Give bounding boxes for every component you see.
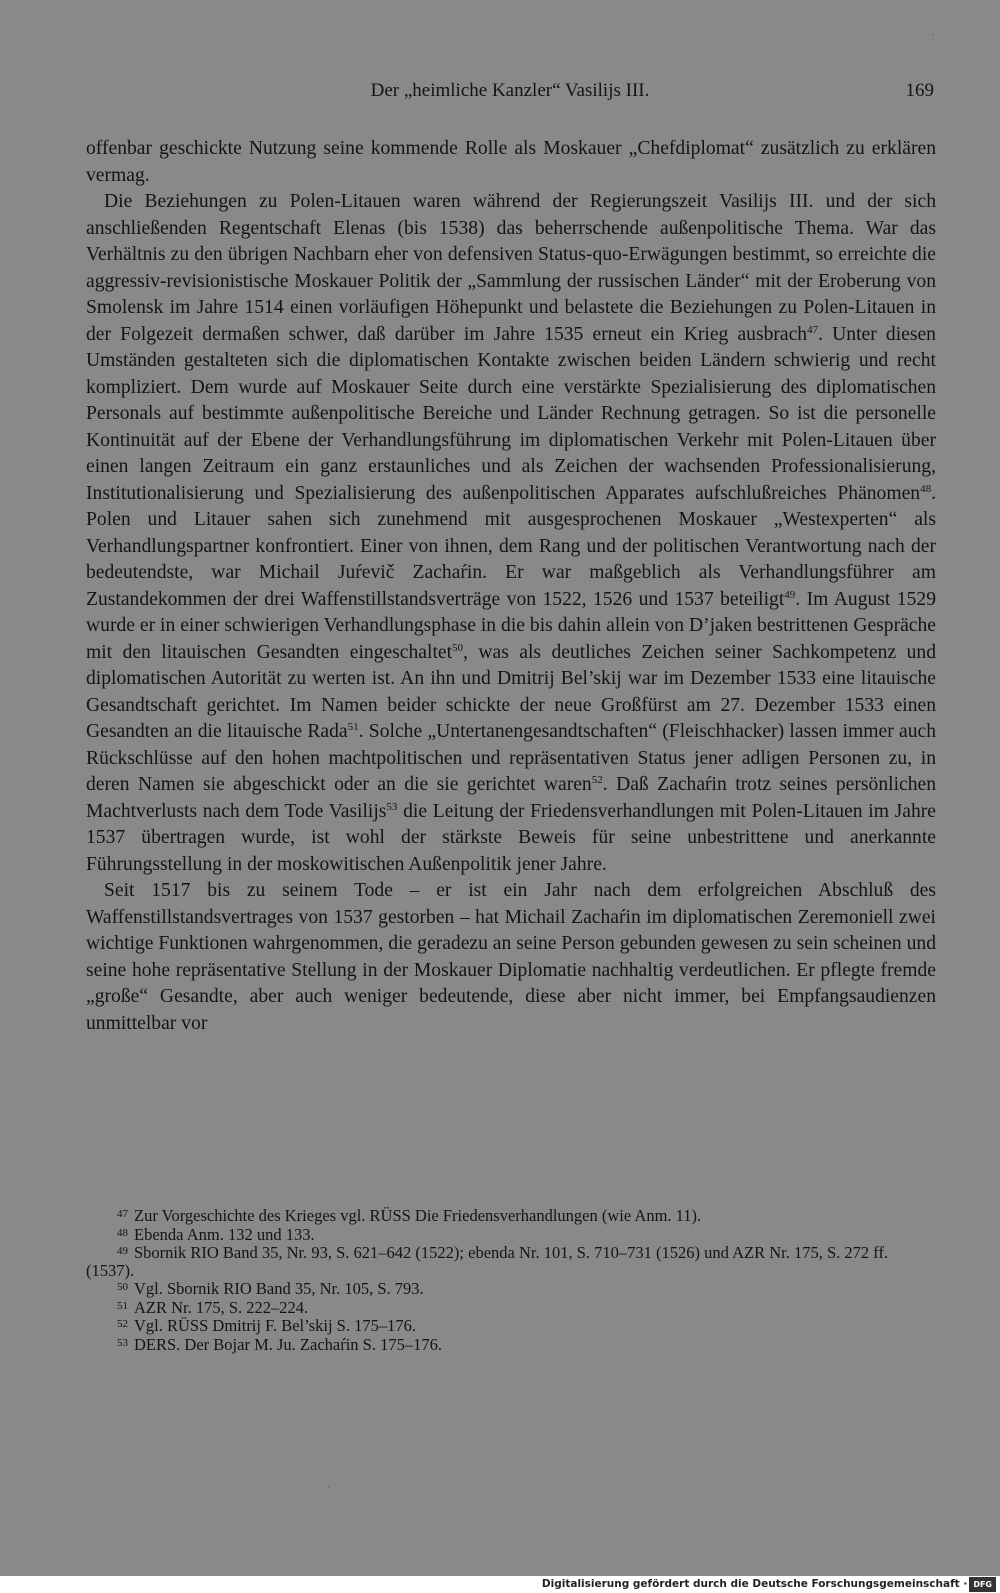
footnote-reference: 51 [347,721,359,733]
digitization-footer [542,1577,996,1591]
paragraph-text: . Im August 1529 wurde er in einer schwierigen Verhandlungsphase in die bis dahin allein von D’jaken bestrittenen Gespräche mit den litauischen Gesandten eingeschaltet [86,588,936,663]
footnote [86,1206,936,1225]
running-title: Der „heimliche Kanzler“ Vasilijs III. [370,80,650,101]
footnote-text: Zur Vorgeschichte des Krieges vgl. RÜSS Die Friedensverhandlungen (wie Anm. 11). [134,1206,702,1225]
footnote-reference: 47 [807,323,819,336]
paragraph-text: offenbar geschickte Nutzung seine kommende Rolle als Moskauer „Chefdiplomat“ zusätzlich zu erklären vermag. [86,138,936,186]
footnote-number: 49 [117,1245,128,1257]
body-paragraph [86,878,936,1037]
footnote-text: Sbornik RIO Band 35, Nr. 93, S. 621–642 (1522); ebenda Nr. 101, S. 710–731 (1526) und AZR Nr. 175, S. 272 ff. (1537). [86,1243,889,1280]
footnote-number: 51 [117,1299,128,1312]
footnote-number: 48 [117,1226,128,1239]
footnote [86,1335,936,1354]
footnotes [86,1206,936,1353]
footnote-reference: 53 [386,800,398,813]
footnote-reference: 49 [784,588,796,601]
footnote [86,1243,936,1279]
paragraph-text: . Daß Zachaŕin trotz seines persönlichen Machtverlusts nach dem Tode Vasilijs [86,774,936,822]
body-text [86,136,936,1037]
footnote-number: 50 [117,1281,128,1293]
footnote-reference: 52 [591,774,603,786]
footnote-number: 53 [117,1336,128,1349]
paragraph-text: . Polen und Litauer sahen sich zunehmend mit ausgesprochenen Moskauer „Westexperten“ als Verhandlungspartner konfrontiert. Einer von ihnen, dem Rang und der politischen Verantwortung nach der bedeutendste, war Michail Juŕevič Zachaŕin. Er war maßgeblich als Verhandlungsführer am Zustandekommen der drei Waffenstillstandsverträge von 1522, 1526 und 1537 beteiligt [86,482,936,610]
paragraph-text: . Solche „Untertanengesandtschaften“ (Fleischhacker) lassen immer auch Rückschlüsse auf den hohen machtpolitischen und repräsentativen Status jener adligen Personen zu, in deren Namen sie abgeschickt oder an die sie gerichtet waren [86,721,936,795]
scan-speck [932,34,934,36]
footnote-text: Vgl. Sbornik RIO Band 35, Nr. 105, S. 793. [134,1279,424,1298]
footnote [86,1298,936,1317]
footnote-text: Vgl. RÜSS Dmitrij F. Bel’skij S. 175–176. [134,1316,416,1335]
paragraph-text: Seit 1517 bis zu seinem Tode – er ist ein Jahr nach dem erfolgreichen Abschluß des Waffenstillstandsvertrages von 1537 gestorben – hat Michail Zachaŕin im diplomatischen Zeremoniell zwei wichtige Funktionen wahrgenommen, die geradezu an seine Person gebunden gewesen zu sein scheinen und seine hohe repräsentative Stellung in der Moskauer Diplomatie nachhaltig verdeutlichen. Er pflegte fremde „große“ Gesandte, aber auch weniger bedeutende, diese aber nicht immer, bei Empfangsaudienzen unmittelbar vor [86,880,936,1034]
footnote-text: DERS. Der Bojar M. Ju. Zachaŕin S. 175–176. [134,1334,442,1354]
paragraph-text: die Leitung der Friedensverhandlungen mit Polen-Litauen im Jahre 1537 übertragen wurde, ist wohl der stärkste Beweis für seine unbestrittene und anerkannte Führungsstellung in der moskowitischen Außenpolitik jener Jahre. [86,800,936,875]
scan-speck [328,1486,330,1488]
paragraph-text: , was als deutliches Zeichen seiner Sachkompetenz und diplomatischen Autorität zu werten ist. An ihn und Dmitrij Bel’skij war im Dezember 1533 eine litauische Gesandtschaft gerichtet. Im Namen beider schickte der neue Großfürst am 27. Dezember 1533 einen Gesandten an die litauische Rada [86,641,936,742]
footnote [86,1279,936,1298]
dfg-logo: DFG [969,1577,996,1592]
footnote-number: 52 [117,1318,128,1330]
footer-credit: Digitalisierung gefördert durch die Deutsche Forschungsgemeinschaft · [541,1578,968,1590]
footnote-reference: 50 [452,641,464,654]
footnote [86,1225,936,1244]
body-paragraph [86,189,936,878]
running-head [86,78,934,104]
paragraph-text: . Unter diesen Umständen gestalteten sich die diplomatischen Kontakte zwischen beiden Ländern schwierig und recht kompliziert. Dem wurde auf Moskauer Seite durch eine verstärkte Spezialisierung des diplomatischen Personals auf bestimmte außenpolitische Bereiche und Länder Rechnung getragen. So ist die personelle Kontinuität auf der Ebene der Verhandlungsführung im diplomatischen Verkehr mit Polen-Litauen über einen langen Zeitraum ein ganz erstaunliches und als Zeichen der wachsenden Professionalisierung, Institutionalisierung und Spezialisierung des außenpolitischen Apparates aufschlußreiches Phänomen [86,323,936,504]
body-paragraph [86,136,936,189]
page-number: 169 [905,80,934,101]
footnote-reference: 48 [920,482,932,495]
paragraph-text: Die Beziehungen zu Polen-Litauen waren während der Regierungszeit Vasilijs III. und der sich anschließenden Regentschaft Elenas (bis 1538) das beherrschende außenpolitische Thema. War das Verhältnis zu den übrigen Nachbarn eher von defensiven Status-quo-Erwägungen bestimmt, so erreichte die aggressiv-revisionistische Moskauer Politik der „Sammlung der russischen Länder“ mit der Eroberung von Smolensk im Jahre 1514 einen vorläufigen Höhepunkt und belastete die Beziehungen zu Polen-Litauen in der Folgezeit dermaßen schwer, daß darüber im Jahre 1535 erneut ein Krieg ausbrach [86,191,936,345]
footnote-text: Ebenda Anm. 132 und 133. [134,1224,315,1244]
footnote-text: AZR Nr. 175, S. 222–224. [134,1297,309,1317]
footnote-number: 47 [117,1208,128,1220]
footnote [86,1316,936,1335]
